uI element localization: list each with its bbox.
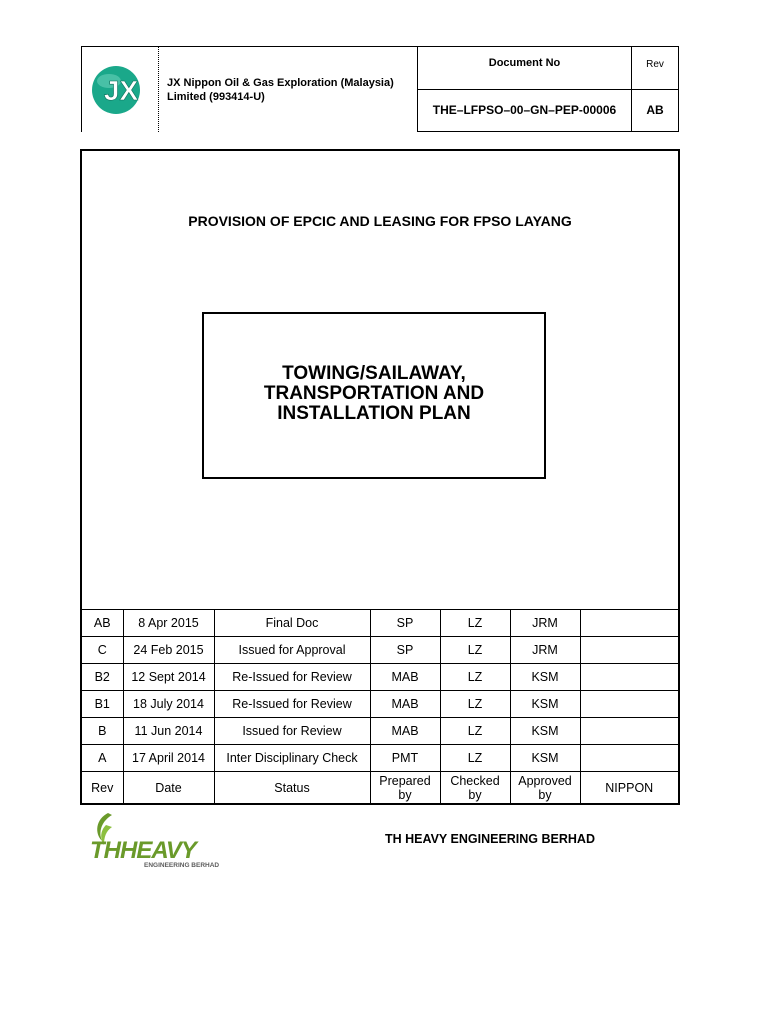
revision-cell-rev: C: [82, 637, 123, 664]
revision-cell-date: 12 Sept 2014: [123, 664, 214, 691]
project-title: PROVISION OF EPCIC AND LEASING FOR FPSO LAYANG: [188, 213, 572, 229]
document-number-value: THE–LFPSO–00–GN–PEP-00006: [432, 103, 617, 117]
th-logo-subtext: ENGINEERING BERHAD: [144, 862, 220, 869]
header-status: Status: [214, 772, 370, 804]
revision-row: [82, 610, 678, 637]
document-header: [81, 46, 679, 132]
revision-cell-approved: KSM: [510, 745, 580, 772]
revision-label: Rev: [632, 47, 678, 90]
revision-cell-nippon: [580, 718, 678, 745]
footer-company-name: TH HEAVY ENGINEERING BERHAD: [385, 832, 595, 846]
header-checked-line-2: by: [468, 787, 482, 802]
header-approved-line-2: by: [538, 787, 552, 802]
revision-row: [82, 718, 678, 745]
revision-table: [82, 609, 678, 803]
revision-cell-nippon: [580, 664, 678, 691]
revision-cell-status: Issued for Approval: [214, 637, 370, 664]
revision-cell-checked: LZ: [440, 718, 510, 745]
revision-cell-prepared: SP: [370, 637, 440, 664]
revision-row: [82, 664, 678, 691]
revision-cell-checked: LZ: [440, 637, 510, 664]
revision-cell-approved: JRM: [510, 610, 580, 637]
th-logo-wordmark: [90, 837, 199, 864]
document-number-cell: [417, 46, 632, 132]
revision-cell-nippon: [580, 610, 678, 637]
revision-cell-approved: KSM: [510, 718, 580, 745]
cover-frame: [80, 149, 680, 805]
header-prepared-line-2: by: [398, 787, 412, 802]
revision-cell-status: Final Doc: [214, 610, 370, 637]
revision-row: [82, 745, 678, 772]
revision-cell-checked: LZ: [440, 745, 510, 772]
revision-cell-status: Re-Issued for Review: [214, 691, 370, 718]
revision-cell-date: 18 July 2014: [123, 691, 214, 718]
revision-cell-rev: B: [82, 718, 123, 745]
revision-cell-nippon: [580, 637, 678, 664]
header-approved-line-1: Approved: [518, 773, 572, 788]
header-nippon: NIPPON: [580, 772, 678, 804]
revision-cell-nippon: [580, 691, 678, 718]
revision-cell-prepared: MAB: [370, 691, 440, 718]
revision-cell-prepared: MAB: [370, 718, 440, 745]
revision-cell-date: 24 Feb 2015: [123, 637, 214, 664]
th-heavy-logo: [86, 807, 236, 871]
revision-cell-approved: JRM: [510, 637, 580, 664]
document-number-label: Document No: [418, 47, 631, 90]
document-title-line-3: INSTALLATION PLAN: [277, 403, 471, 424]
jx-logo: [89, 63, 157, 117]
header-prepared-by: [370, 772, 440, 804]
revision-table-header-row: [82, 772, 678, 804]
revision-row: [82, 637, 678, 664]
revision-cell-rev: AB: [82, 610, 123, 637]
revision-cell-date: 11 Jun 2014: [123, 718, 214, 745]
revision-cell: [632, 46, 679, 132]
document-title-box: [202, 312, 546, 479]
document-title-line-1: TOWING/SAILAWAY,: [282, 363, 466, 384]
revision-cell-status: Issued for Review: [214, 718, 370, 745]
revision-cell-checked: LZ: [440, 610, 510, 637]
logo-cell: [81, 46, 159, 132]
document-title: [204, 364, 544, 424]
revision-cell-checked: LZ: [440, 664, 510, 691]
revision-cell-date: 8 Apr 2015: [123, 610, 214, 637]
revision-cell-status: Re-Issued for Review: [214, 664, 370, 691]
revision-cell-approved: KSM: [510, 691, 580, 718]
revision-cell-prepared: PMT: [370, 745, 440, 772]
revision-table-body: [82, 610, 678, 772]
revision-cell-date: 17 April 2014: [123, 745, 214, 772]
company-name: JX Nippon Oil & Gas Exploration (Malaysia) Limited (993414-U): [167, 77, 394, 103]
revision-cell-rev: A: [82, 745, 123, 772]
revision-cell-prepared: MAB: [370, 664, 440, 691]
header-date: Date: [123, 772, 214, 804]
company-cell: [159, 46, 417, 132]
header-checked-line-1: Checked: [450, 773, 500, 788]
th-logo-main-text: THHEAVY: [90, 837, 196, 864]
header-approved-by: [510, 772, 580, 804]
document-title-line-2: TRANSPORTATION AND: [263, 383, 485, 404]
header-prepared-line-1: Prepared: [379, 773, 431, 788]
revision-row: [82, 691, 678, 718]
revision-cell-prepared: SP: [370, 610, 440, 637]
revision-cell-checked: LZ: [440, 691, 510, 718]
header-rev: Rev: [82, 772, 123, 804]
revision-cell-approved: KSM: [510, 664, 580, 691]
revision-cell-rev: B2: [82, 664, 123, 691]
header-checked-by: [440, 772, 510, 804]
revision-cell-rev: B1: [82, 691, 123, 718]
revision-value: AB: [646, 103, 664, 117]
revision-cell-status: Inter Disciplinary Check: [214, 745, 370, 772]
revision-cell-nippon: [580, 745, 678, 772]
jx-logo-text: JX: [103, 75, 139, 106]
